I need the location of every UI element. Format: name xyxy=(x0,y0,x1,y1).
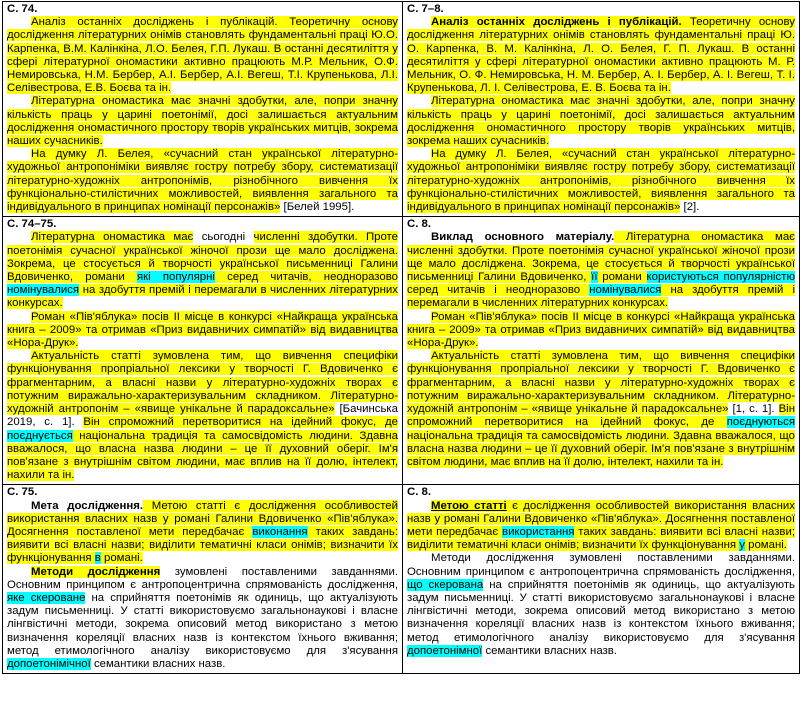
page-reference: С. 74. xyxy=(7,3,38,15)
difference-highlight: допоетонімної xyxy=(407,644,483,657)
difference-highlight: у xyxy=(739,539,745,552)
match-highlight: серед читачів і неодноразово xyxy=(407,284,590,297)
text-segment: Методи дослідження зумовлені поставленими завданнями. Основним принципом є антропоцентрична спрямованість дослідження, xyxy=(407,552,795,578)
page-reference: С. 74–75. xyxy=(7,218,57,231)
source-cell xyxy=(3,2,403,217)
match-highlight: Літературна ономастика має xyxy=(31,231,194,244)
match-highlight: Літературна ономастика має значні здобутки, але, попри значну кількість праць у царині поетонімії, досі залишається актуальним дослідження ономастичного простору творів українських митців, зокрема наших сучасників. xyxy=(7,95,398,148)
page-reference: С. 8. xyxy=(407,218,432,231)
text-segment: семантики власних назв. xyxy=(482,644,617,657)
paragraph xyxy=(407,311,795,351)
comparison-table xyxy=(2,1,800,674)
match-highlight: романи xyxy=(597,271,647,284)
difference-highlight: номінувалися xyxy=(589,284,662,297)
match-highlight: Актуальність статті зумовлена тим, що вивчення специфіки функціонування пропріальної лексики у творчості Г. Вдовиченко є фрагментарним, а власні назви у літературно-художніх творах є потужним виражально-характеризувальним складником. Літературно-художній антропонім – «явище унікальне й парадоксальне» xyxy=(7,350,398,416)
text-segment: зумовлені поставленими завданнями. Основним принципом є антропоцентрична спрямованість дослідження, xyxy=(7,565,398,591)
match-highlight: Літературна ономастика має численні здобутки. Проте поетонімія сучасної української жіночої прози ще мало досліджена. Зокрема, це стосується й творчості української письменниці Галини Вдовиченко, xyxy=(407,231,795,284)
paragraph xyxy=(7,350,398,482)
difference-highlight: яке скероване xyxy=(7,591,86,604)
match-highlight: Літературна ономастика має значні здобутки, але, попри значну кількість праць у царині поетонімії, досі залишається актуальним дослідження ономастичного простору творів українських митців, зокрема наших сучасників. xyxy=(407,95,795,148)
difference-highlight: в xyxy=(94,552,101,565)
match-highlight: національна традиція та самосвідомість людини. Здавна вважалося, що власна назва людини – це її духовний оберіг. Ім'я пов'язане з внутрішнім світом людини, має вплив на її долю, інтелект, нахили та ін. xyxy=(7,429,398,482)
match-highlight: Аналіз останніх досліджень і публікацій. xyxy=(431,16,682,29)
difference-highlight: номінувалися xyxy=(7,284,80,297)
difference-highlight: використання xyxy=(502,525,575,538)
match-highlight: Метою статті xyxy=(431,499,507,512)
match-highlight: Він спроможний перетворитися на ідейний фокус, де xyxy=(407,403,795,429)
difference-highlight: поєднуються xyxy=(726,416,795,429)
paragraph xyxy=(7,16,398,95)
difference-highlight: користуються популярністю xyxy=(646,271,795,284)
text-segment: сьогодні xyxy=(193,231,254,244)
paragraph xyxy=(407,95,795,148)
match-highlight: таких завдань: виявити всі власні назви; виділити тематичні класи онімів; визначити їх функціонування xyxy=(7,525,398,565)
match-highlight: романі. xyxy=(100,552,143,565)
copy-cell xyxy=(403,2,800,217)
page-reference: С. 8. xyxy=(407,486,432,499)
comparison-row xyxy=(3,217,800,485)
page-reference: С. 7–8. xyxy=(407,3,444,15)
text-segment: [2]. xyxy=(680,201,700,214)
match-highlight: серед читачів, неодноразово xyxy=(214,271,398,284)
text-segment: [1, с. 1]. xyxy=(728,403,779,416)
paragraph xyxy=(407,350,795,469)
match-highlight: Актуальність статті зумовлена тим, що вивчення специфіки функціонування пропріальної лексики у творчості Г. Вдовиченко є фрагментарним, а власні назви у літературно-художніх творах є потужним виражально-характеризувальним складником. Літературно-художній антропонім – «явище унікальне й парадоксальне» xyxy=(407,350,795,416)
difference-highlight: її xyxy=(591,271,598,284)
match-highlight: національна традиція та самосвідомість людини. Здавна вважалося, що власна назва людини – це її духовний оберіг. Ім'я пов'язане з внутрішнім світом людини, має вплив на її долю, інтелект, нахили та ін. xyxy=(407,429,795,468)
match-highlight: численні здобутки. Проте поетонімія сучасної української жіночої прози ще мало досліджена. Зокрема, це стосується й творчості української письменниці Галини Вдовиченко, романи xyxy=(7,231,398,284)
match-highlight: є дослідження особливостей використання власних назв у романі Галини Вдовиченко «Пів'яблука». Досягнення поставленої мети передбачає xyxy=(407,499,795,538)
difference-highlight: які популярні xyxy=(136,271,215,284)
difference-highlight: виконання xyxy=(252,525,308,538)
text-segment: Виклад основного матеріалу. xyxy=(431,231,615,244)
copy-cell xyxy=(403,217,800,485)
paragraph xyxy=(7,311,398,351)
match-highlight: Він спроможний перетворитися на ідейний фокус, де xyxy=(83,416,398,429)
text-segment: на сприйняття поетонімів як одиниць, що актуалізують задум письменниці. У статті використовуємо загальнонаукові і власне лінгвістичні методи, зокрема описовий метод використано з метою визначення кореляції власних назв із контекстом їхнього вживання; метод етимологічного аналізу використовуємо для з'ясування xyxy=(7,591,398,657)
difference-highlight: що скерована xyxy=(407,578,484,591)
match-highlight: Метою статті є дослідження особливостей використання власних назв у романі Галини Вдовиченко «Пів'яблука». Досягнення поставленої мети передбачає xyxy=(7,499,398,538)
match-highlight: Теоретичну основу дослідження літературних онімів становлять фундаментальні праці Ю. О. Карпенка, В. М. Калінкіна, Л. О. Белея, Г. П. Лукаш. В останні десятиліття у сфері літературної ономастики активно працюють М. Р. Мельник, О. Ф. Немировська, Н. М. Бербер, А. І. Бербер, А. І. Вегеш, Т. І. Крупенькова, Л. І. Селівестрова, Е. В. Боєва та ін. xyxy=(407,16,795,95)
match-highlight: Аналіз останніх досліджень і публікацій. xyxy=(31,16,278,29)
source-cell xyxy=(3,217,403,485)
comparison-row xyxy=(3,2,800,217)
paragraph xyxy=(7,566,398,672)
text-segment: [Белей 1995]. xyxy=(280,201,355,214)
match-highlight: на здобуття премій і перемагали в численних літературних конкурсах. xyxy=(407,284,795,310)
match-highlight: Роман «Пів'яблука» посів II місце в конкурсі «Найкраща українська книга – 2009» та отримав «Приз видавничих симпатій» від видавництва «Нора-Друк». xyxy=(7,310,398,350)
paragraph xyxy=(7,500,398,566)
match-highlight: Роман «Пів'яблука» посів II місце в конкурсі «Найкраща українська книга – 2009» та отримав «Приз видавничих симпатій» від видавництва «Нора-Друк». xyxy=(407,310,795,350)
text-segment: на сприйняття поетонімів як одиниць, що актуалізують задум письменниці. У статті використовуємо загальнонаукові і власне лінгвістичні методи, зокрема описовий метод використано з метою визначення кореляції власних назв із контекстом їхнього вживання; метод етимологічного аналізу використовуємо для з'ясування xyxy=(407,578,795,644)
paragraph xyxy=(407,231,795,310)
paragraph xyxy=(407,16,795,95)
match-highlight: На думку Л. Белея, «сучасний стан української літературно-художньої антропоніміки виявляє гостру потребу збору, систематизації літературно-художніх антропонімів, різнобічного вивчення їх функціонально-стилістичних можливостей, виявлення загального та індивідуального в принципах номінації персонажів» xyxy=(7,148,398,214)
match-highlight: таких завдань: виявити всі власні назви; виділити тематичні класи онімів; визначити їх функціонування xyxy=(407,525,795,552)
page-reference: С. 75. xyxy=(7,486,38,499)
match-highlight: Методи дослідження xyxy=(31,565,161,578)
match-highlight: романі. xyxy=(744,539,787,552)
text-segment: [Бачинська 2019, с. 1]. xyxy=(7,403,398,429)
match-highlight: На думку Л. Белея, «сучасний стан української літературно-художньої антропоніміки виявляє гостру потребу збору, систематизації літературно-художніх антропонімів, різнобічного вивчення їх функціонально-стилістичних можливостей, виявлення загального та індивідуального в принципах номінації персонажів» xyxy=(407,148,795,214)
match-highlight: Теоретичну основу дослідження літературних онімів становлять фундаментальні праці Ю.О. Карпенка, В.М. Калінкіна, Л.О. Белея, Г.П. Лукаш. В останні десятиліття у сфері літературної ономастики активно працюють М.Р. Мельник, О.Ф. Немировська, Н.М. Бербер, А.І. Бербер, А.І. Вегеш, Т.І. Крупенькова, Л.І. Селівестрова, Е.В. Боєва та ін. xyxy=(7,16,398,95)
paragraph xyxy=(407,552,795,658)
difference-highlight: поєднується xyxy=(7,429,73,442)
copy-cell xyxy=(403,485,800,674)
paragraph xyxy=(7,148,398,214)
paragraph xyxy=(7,95,398,148)
paragraph xyxy=(407,500,795,553)
paragraph xyxy=(7,231,398,310)
source-cell xyxy=(3,485,403,674)
comparison-row xyxy=(3,485,800,674)
text-segment: Мета дослідження. xyxy=(31,499,144,512)
text-segment: семантики власних назв. xyxy=(90,657,226,670)
match-highlight: на здобуття премій і перемагали в численних літературних конкурсах. xyxy=(7,284,398,310)
paragraph xyxy=(407,148,795,214)
difference-highlight: допоетонімічної xyxy=(7,657,91,670)
